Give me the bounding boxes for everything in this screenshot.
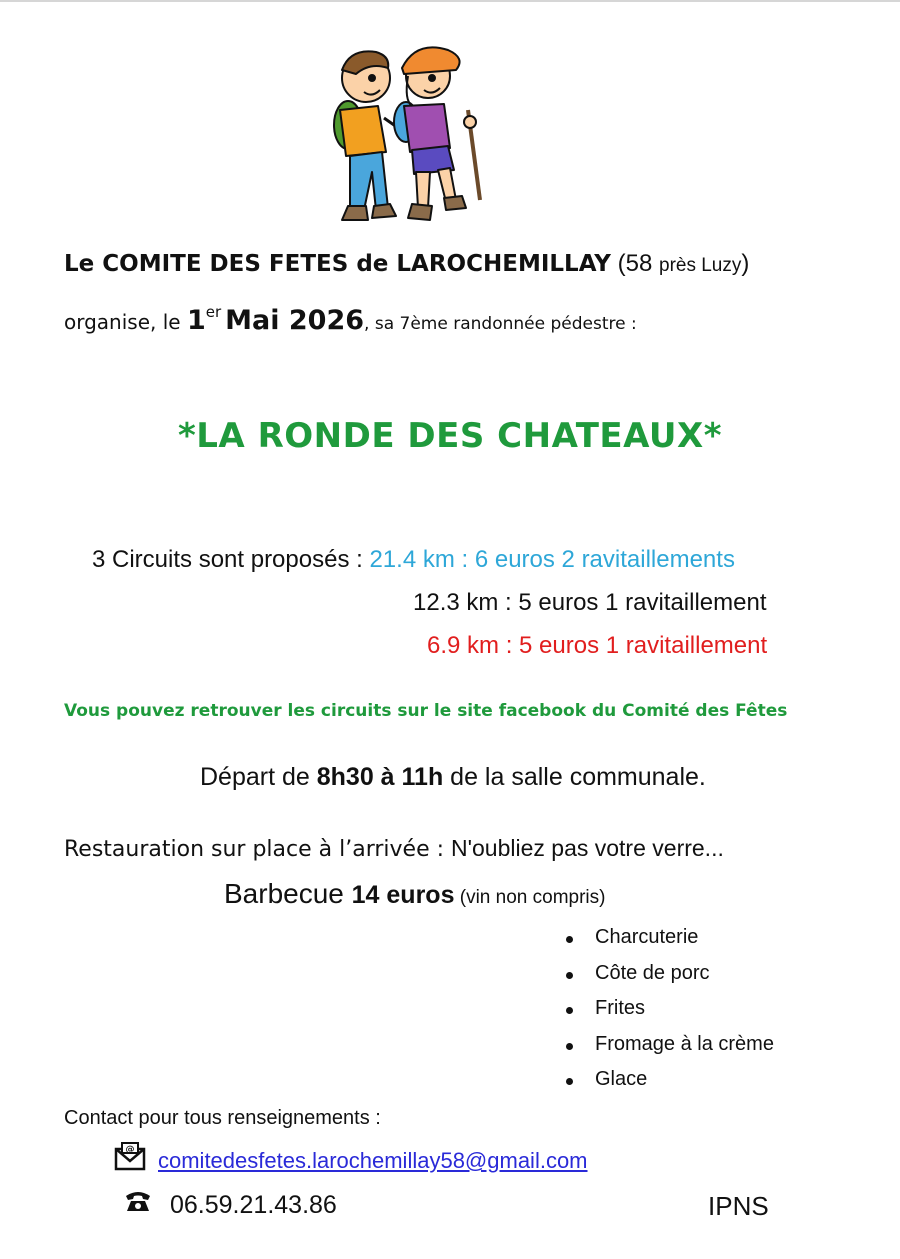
menu-item-label: Fromage à la crème: [595, 1032, 774, 1055]
glass-reminder: N'oubliez pas votre verre...: [451, 835, 724, 861]
barbecue-label: Barbecue: [224, 878, 352, 909]
list-item: [560, 997, 774, 1033]
bullet-icon: [566, 972, 573, 979]
facebook-note: Vous pouvez retrouver les circuits sur le site facebook du Comité des Fêtes: [64, 701, 788, 721]
rando-text: , sa 7ème randonnée pédestre :: [364, 314, 637, 334]
organise-text: organise, le: [64, 310, 187, 334]
paren-open: (58: [610, 250, 659, 277]
day-ordinal: er: [205, 303, 222, 321]
barbecue-line: [224, 878, 605, 910]
contact-phone: 06.59.21.43.86: [170, 1191, 337, 1219]
organizer-line: [64, 250, 749, 278]
top-divider: [0, 0, 900, 2]
depart-suffix: de la salle communale.: [443, 763, 706, 791]
list-item: [560, 926, 774, 962]
circuit-medium: 12.3 km : 5 euros 1 ravitaillement: [413, 589, 767, 616]
svg-text:@: @: [125, 1145, 135, 1155]
restauration-line: [64, 835, 724, 862]
bullet-icon: [566, 1007, 573, 1014]
contact-label: Contact pour tous renseignements :: [64, 1107, 381, 1129]
hikers-illustration: [320, 40, 500, 225]
depart-prefix: Départ de: [200, 763, 317, 791]
ipns-label: IPNS: [708, 1191, 769, 1221]
organizer-name: Le COMITE DES FETES de LAROCHEMILLAY: [64, 251, 611, 277]
circuit-short: 6.9 km : 5 euros 1 ravitaillement: [427, 632, 768, 659]
menu-item-label: Frites: [595, 997, 645, 1019]
bullet-icon: [566, 1078, 573, 1085]
contact-email-link[interactable]: comitedesfetes.larochemillay58@gmail.com: [158, 1148, 588, 1173]
barbecue-note: (vin non compris): [454, 887, 606, 908]
barbecue-price: 14 euros: [351, 881, 455, 909]
telephone-icon: [124, 1190, 152, 1212]
depart-time: 8h30 à 11h: [316, 763, 444, 791]
location-note: près Luzy: [659, 255, 742, 276]
bullet-icon: [566, 936, 573, 943]
menu-item-label: Côte de porc: [595, 961, 710, 984]
event-date: Mai 2026: [225, 305, 365, 336]
envelope-at-icon: [114, 1141, 146, 1171]
list-item: [560, 1033, 774, 1069]
departure-line: [200, 763, 706, 792]
restauration-label: Restauration sur place à l’arrivée :: [64, 837, 451, 862]
list-item: [560, 1068, 774, 1104]
menu-list: [560, 926, 774, 1104]
list-item: [560, 962, 774, 998]
circuit-row-1: [92, 546, 735, 574]
date-line: [64, 303, 637, 336]
circuit-long: 21.4 km : 6 euros 2 ravitaillements: [369, 546, 735, 573]
event-day: 1: [186, 305, 206, 336]
paren-close: ): [741, 250, 750, 277]
circuits-intro: 3 Circuits sont proposés :: [92, 546, 370, 573]
menu-item-label: Glace: [595, 1068, 648, 1090]
bullet-icon: [566, 1043, 573, 1050]
event-title: *LA RONDE DES CHATEAUX*: [177, 416, 723, 456]
menu-item-label: Charcuterie: [595, 926, 699, 948]
